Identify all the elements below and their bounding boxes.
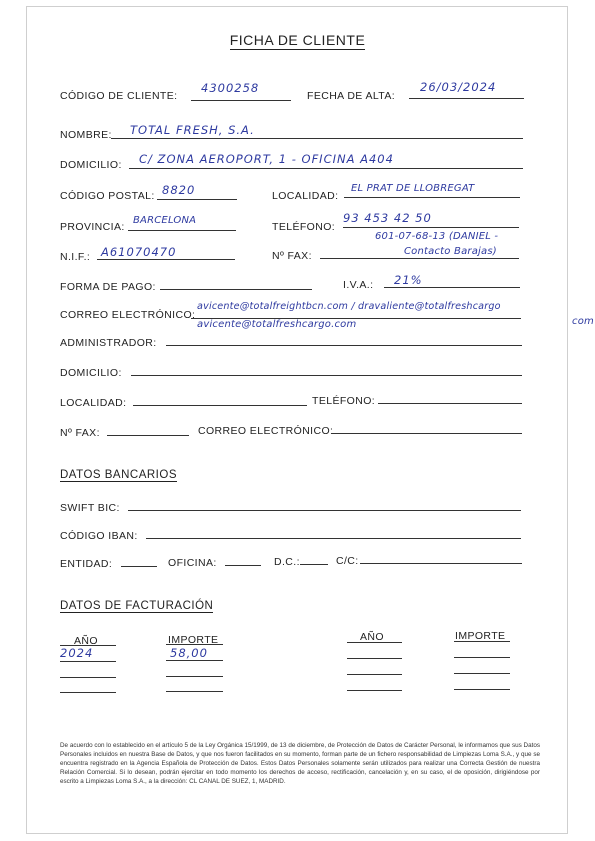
correo2-line	[331, 433, 522, 434]
fax-label: Nº FAX:	[272, 250, 312, 262]
fact-line-imp-2	[166, 676, 223, 677]
provincia-line	[128, 230, 236, 231]
fact-row-importe[interactable]: 58,00	[170, 646, 208, 660]
fact-r-line-imp-1	[454, 657, 510, 658]
administrador-label: ADMINISTRADOR:	[60, 337, 157, 349]
cc-label: C/C:	[336, 555, 359, 567]
entidad-label: ENTIDAD:	[60, 558, 113, 570]
nif-value[interactable]: A61070470	[101, 245, 177, 259]
nombre-label: NOMBRE:	[60, 129, 112, 141]
col-ano-right-line	[347, 642, 402, 643]
domicilio2-label: DOMICILIO:	[60, 367, 122, 379]
facturacion-heading: DATOS DE FACTURACIÓN	[60, 600, 214, 612]
fact-r-line-ano-1	[347, 658, 402, 659]
fact-r-line-imp-3	[454, 689, 510, 690]
codigo-postal-line	[157, 199, 237, 200]
nombre-line	[111, 138, 523, 139]
oficina-label: OFICINA:	[168, 557, 217, 569]
provincia-value[interactable]: BARCELONA	[133, 215, 197, 226]
iva-line	[384, 287, 520, 288]
page-title: FICHA DE CLIENTE	[229, 32, 366, 48]
domicilio-label: DOMICILIO:	[60, 159, 122, 171]
col-importe-left-line	[166, 644, 223, 645]
telefono-2-line1[interactable]: 601-07-68-13 (DANIEL -	[375, 231, 499, 242]
iva-label: I.V.A.:	[343, 279, 374, 291]
fecha-alta-value[interactable]: 26/03/2024	[420, 80, 497, 94]
localidad-value[interactable]: EL PRAT DE LLOBREGAT	[351, 183, 475, 194]
forma-pago-label: FORMA DE PAGO:	[60, 281, 156, 293]
fact-line-ano-3	[60, 692, 116, 693]
nombre-value[interactable]: TOTAL FRESH, S.A.	[130, 123, 255, 137]
telefono-label: TELÉFONO:	[272, 221, 336, 233]
fact-r-line-imp-2	[454, 673, 510, 674]
dc-line	[300, 564, 328, 565]
telefono-2-line2[interactable]: Contacto Barajas)	[404, 246, 497, 257]
fact-row-ano[interactable]: 2024	[60, 646, 94, 660]
col-importe-right-line	[454, 641, 510, 642]
fact-line-ano-1	[60, 661, 116, 662]
forma-pago-line	[160, 289, 312, 290]
fact-line-imp-1	[166, 660, 223, 661]
fact-r-line-ano-3	[347, 690, 402, 691]
col-ano-right: AÑO	[360, 631, 384, 643]
codigo-postal-value[interactable]: 8820	[162, 183, 196, 197]
nif-label: N.I.F.:	[60, 251, 91, 263]
codigo-cliente-label: CÓDIGO DE CLIENTE:	[60, 90, 178, 102]
col-importe-left: IMPORTE	[168, 634, 219, 646]
correo2-label: CORREO ELECTRÓNICO:	[198, 425, 334, 437]
localidad-label: LOCALIDAD:	[272, 190, 339, 202]
codigo-cliente-line	[191, 100, 291, 101]
cc-line	[360, 563, 522, 564]
domicilio-value[interactable]: C/ ZONA AEROPORT, 1 - OFICINA A404	[139, 152, 394, 166]
oficina-line	[225, 565, 261, 566]
iva-value[interactable]: 21%	[394, 273, 423, 287]
swift-line	[128, 510, 521, 511]
provincia-label: PROVINCIA:	[60, 221, 125, 233]
legal-footer: De acuerdo con lo establecido en el artículo 5 de la Ley Orgánica 15/1999, de 13 de diciembre, de Protección de Datos de Carácter Personal, le informamos que sus Datos Personales incluidos en nuestra Base de Datos, y que nos fueron facilitados en su momento, forman parte de un fichero responsabilidad de Limpiezas Loma S.A., y que se encuentra registrado en la Agencia Española de Protección de Datos. Estos Datos Personales solamente serán utilizados para realizar una Correcta Gestión de nuestra Relación Comercial. Si lo desean, podrán ejercitar en todo momento los derechos de acceso, rectificación, cancelación y, en su caso, el de oposición, dirigiéndose por escrito a Limpiezas Loma S.A., a la dirección: CL CANAL DE SUEZ, 1, MADRID.	[60, 742, 540, 785]
codigo-postal-label: CÓDIGO POSTAL:	[60, 190, 155, 202]
swift-label: SWIFT BIC:	[60, 502, 120, 514]
codigo-cliente-value[interactable]: 4300258	[201, 81, 260, 95]
domicilio-line	[129, 168, 523, 169]
col-importe-right: IMPORTE	[455, 630, 506, 642]
fax-line	[320, 258, 519, 259]
fact-r-line-ano-2	[347, 674, 402, 675]
fact-line-imp-3	[166, 691, 223, 692]
bancarios-heading: DATOS BANCARIOS	[60, 469, 177, 481]
correo-value-2[interactable]: avicente@totalfreshcargo.com	[197, 319, 357, 330]
fecha-alta-label: FECHA DE ALTA:	[307, 90, 396, 102]
telefono-value[interactable]: 93 453 42 50	[343, 211, 432, 225]
localidad-line	[344, 197, 520, 198]
domicilio2-line	[131, 375, 522, 376]
iban-label: CÓDIGO IBAN:	[60, 530, 138, 542]
correo-label: CORREO ELECTRÓNICO:	[60, 309, 196, 321]
fax2-label: Nº FAX:	[60, 427, 100, 439]
nif-line	[97, 259, 235, 260]
correo-value-1b[interactable]: com	[572, 316, 594, 327]
col-ano-left: AÑO	[74, 635, 98, 647]
correo-value-1[interactable]: avicente@totalfreightbcn.com / dravaliente@totalfreshcargo	[197, 301, 501, 312]
iban-line	[146, 538, 521, 539]
administrador-line	[166, 345, 522, 346]
dc-label: D.C.:	[274, 556, 300, 568]
telefono-line	[343, 227, 519, 228]
telefono2-line	[378, 403, 522, 404]
telefono2-label: TELÉFONO:	[312, 395, 376, 407]
localidad2-label: LOCALIDAD:	[60, 397, 127, 409]
fact-line-ano-2	[60, 677, 116, 678]
entidad-line	[121, 566, 157, 567]
fax2-line	[107, 435, 189, 436]
fecha-alta-line	[409, 98, 524, 99]
localidad2-line	[133, 405, 307, 406]
